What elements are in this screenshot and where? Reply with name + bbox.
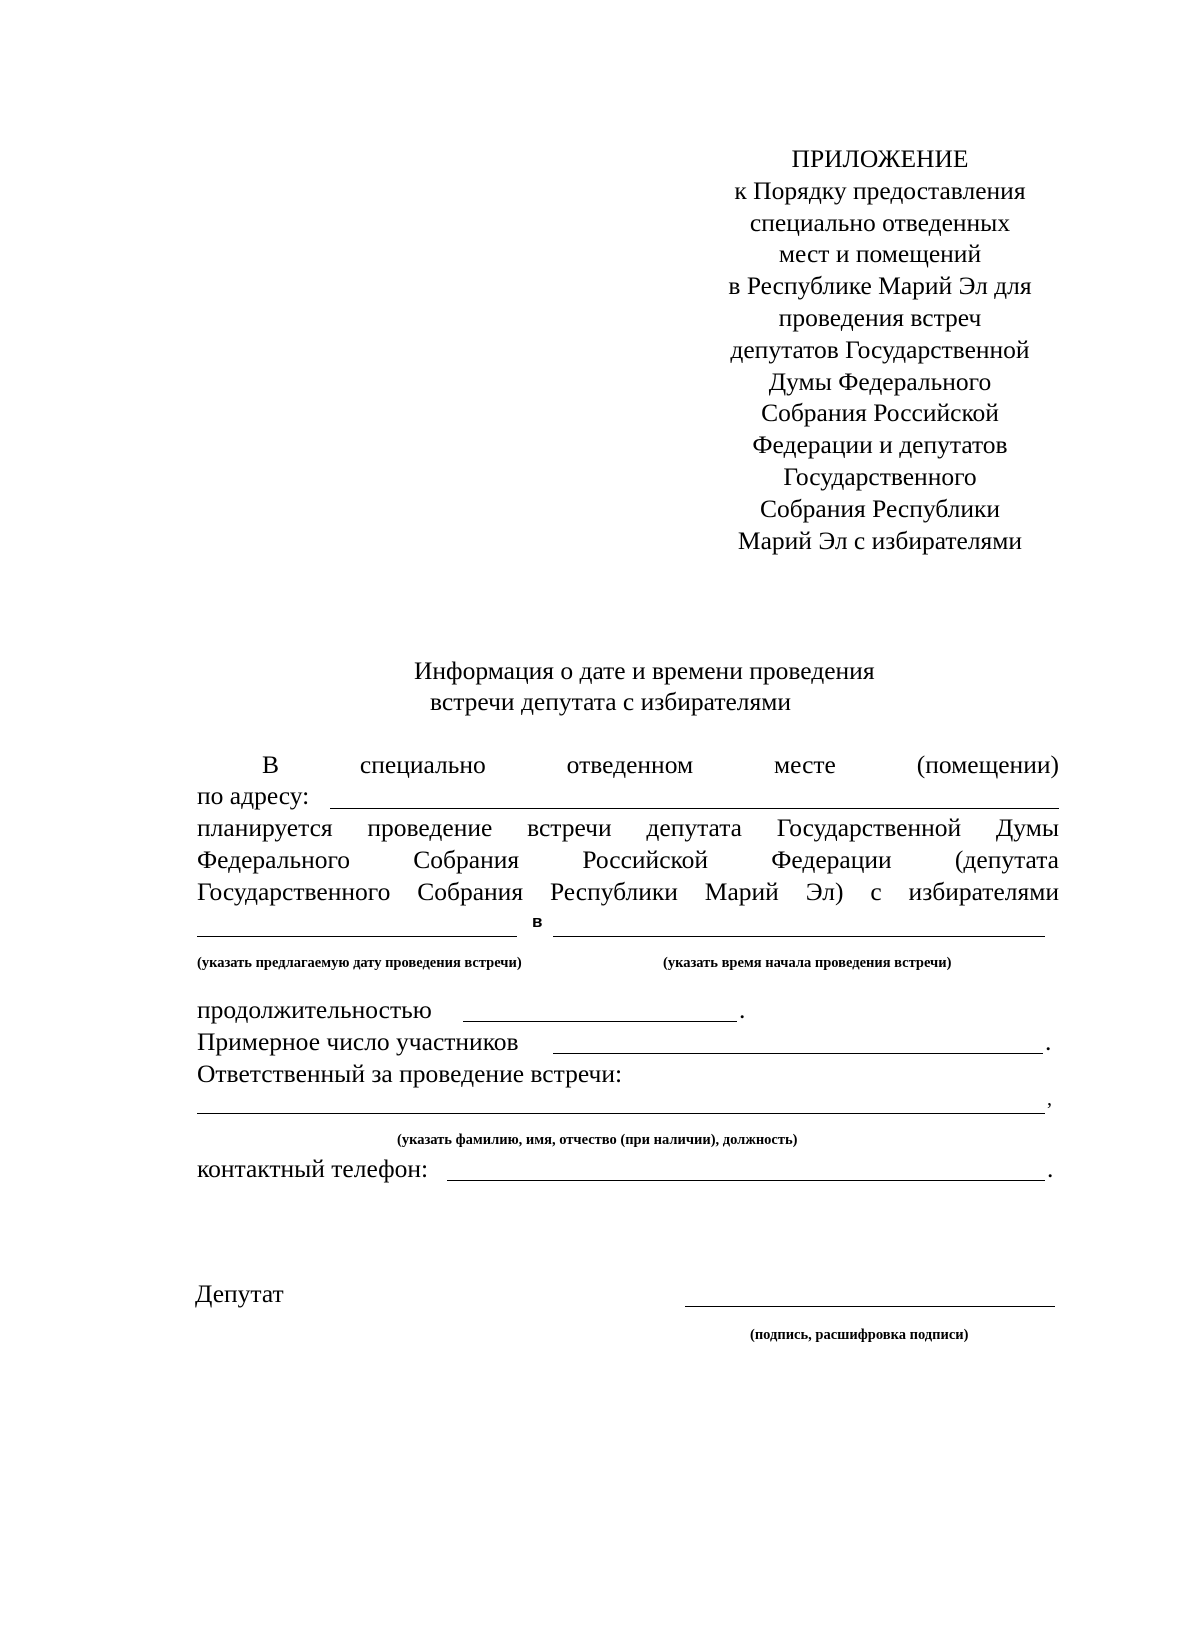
word: Российской — [582, 845, 709, 874]
word: с — [870, 877, 882, 906]
responsible-end: , — [1047, 1088, 1052, 1110]
word: Государственной — [776, 813, 962, 842]
word: Федерального — [197, 845, 351, 874]
word: месте — [773, 750, 836, 779]
signature-field[interactable] — [685, 1306, 1055, 1307]
word: специально — [359, 750, 486, 779]
word: Собрания — [417, 877, 524, 906]
title-line-2: встречи депутата с избирателями — [430, 687, 792, 716]
time-field[interactable] — [553, 936, 1045, 937]
between-v: в — [532, 912, 543, 931]
word: Государственного — [197, 877, 391, 906]
body-line-3 — [197, 813, 1059, 843]
word: проведение — [367, 813, 493, 842]
address-field[interactable] — [330, 808, 1059, 809]
appendix-line: в Республике Марий Эл для — [728, 271, 1032, 301]
participants-end: . — [1045, 1027, 1052, 1056]
word: В — [262, 750, 280, 779]
body-line-5 — [197, 877, 1059, 907]
appendix-line: депутатов Государственной — [730, 334, 1030, 364]
signature-label: Депутат — [195, 1279, 284, 1308]
word: избирателями — [908, 877, 1059, 906]
title-line-1: Информация о дате и времени проведения — [414, 656, 875, 685]
appendix-line: мест и помещений — [778, 239, 982, 269]
appendix-block — [690, 143, 1070, 556]
appendix-line: Думы Федерального — [768, 366, 992, 396]
word: депутата — [646, 813, 742, 842]
word: (депутата — [954, 845, 1059, 874]
word: планируется — [197, 813, 333, 842]
caption-date: (указать предлагаемую дату проведения встречи) — [197, 955, 522, 971]
word: Республики — [549, 877, 678, 906]
body-line-4 — [197, 845, 1059, 875]
appendix-line: Собрания Республики — [759, 493, 1001, 523]
appendix-line: специально отведенных — [749, 207, 1011, 237]
duration-label: продолжительностью — [197, 995, 432, 1024]
appendix-line: проведения встреч — [778, 302, 982, 332]
appendix-line: Марий Эл с избирателями — [737, 525, 1023, 555]
body-line-1 — [262, 750, 1059, 780]
word: Марий — [704, 877, 779, 906]
caption-person: (указать фамилию, имя, отчество (при наличии), должность) — [397, 1132, 798, 1148]
appendix-line: Федерации и депутатов — [752, 430, 1008, 460]
participants-label: Примерное число участников — [197, 1027, 519, 1056]
phone-label: контактный телефон: — [197, 1154, 429, 1183]
phone-end: . — [1047, 1154, 1054, 1183]
date-field[interactable] — [197, 936, 517, 937]
word: Собрания — [413, 845, 520, 874]
appendix-heading: ПРИЛОЖЕНИЕ — [791, 144, 969, 173]
duration-field[interactable] — [463, 1021, 737, 1022]
word: Думы — [995, 813, 1059, 842]
address-label: по адресу: — [197, 781, 310, 810]
responsible-field[interactable] — [197, 1113, 1045, 1114]
participants-field[interactable] — [553, 1053, 1043, 1054]
duration-end: . — [739, 995, 746, 1024]
word: Федерации — [771, 845, 892, 874]
word: (помещении) — [916, 750, 1059, 779]
appendix-line: к Порядку предоставления — [734, 175, 1026, 205]
document-title — [380, 655, 940, 717]
signature-caption: (подпись, расшифровка подписи) — [750, 1327, 969, 1343]
word: встречи — [527, 813, 612, 842]
responsible-label: Ответственный за проведение встречи: — [197, 1059, 623, 1088]
appendix-line: Собрания Российской — [761, 398, 999, 428]
caption-time: (указать время начала проведения встречи) — [663, 955, 952, 971]
word: Эл) — [805, 877, 844, 906]
phone-field[interactable] — [447, 1180, 1045, 1181]
word: отведенном — [566, 750, 694, 779]
appendix-line: Государственного — [783, 461, 977, 491]
